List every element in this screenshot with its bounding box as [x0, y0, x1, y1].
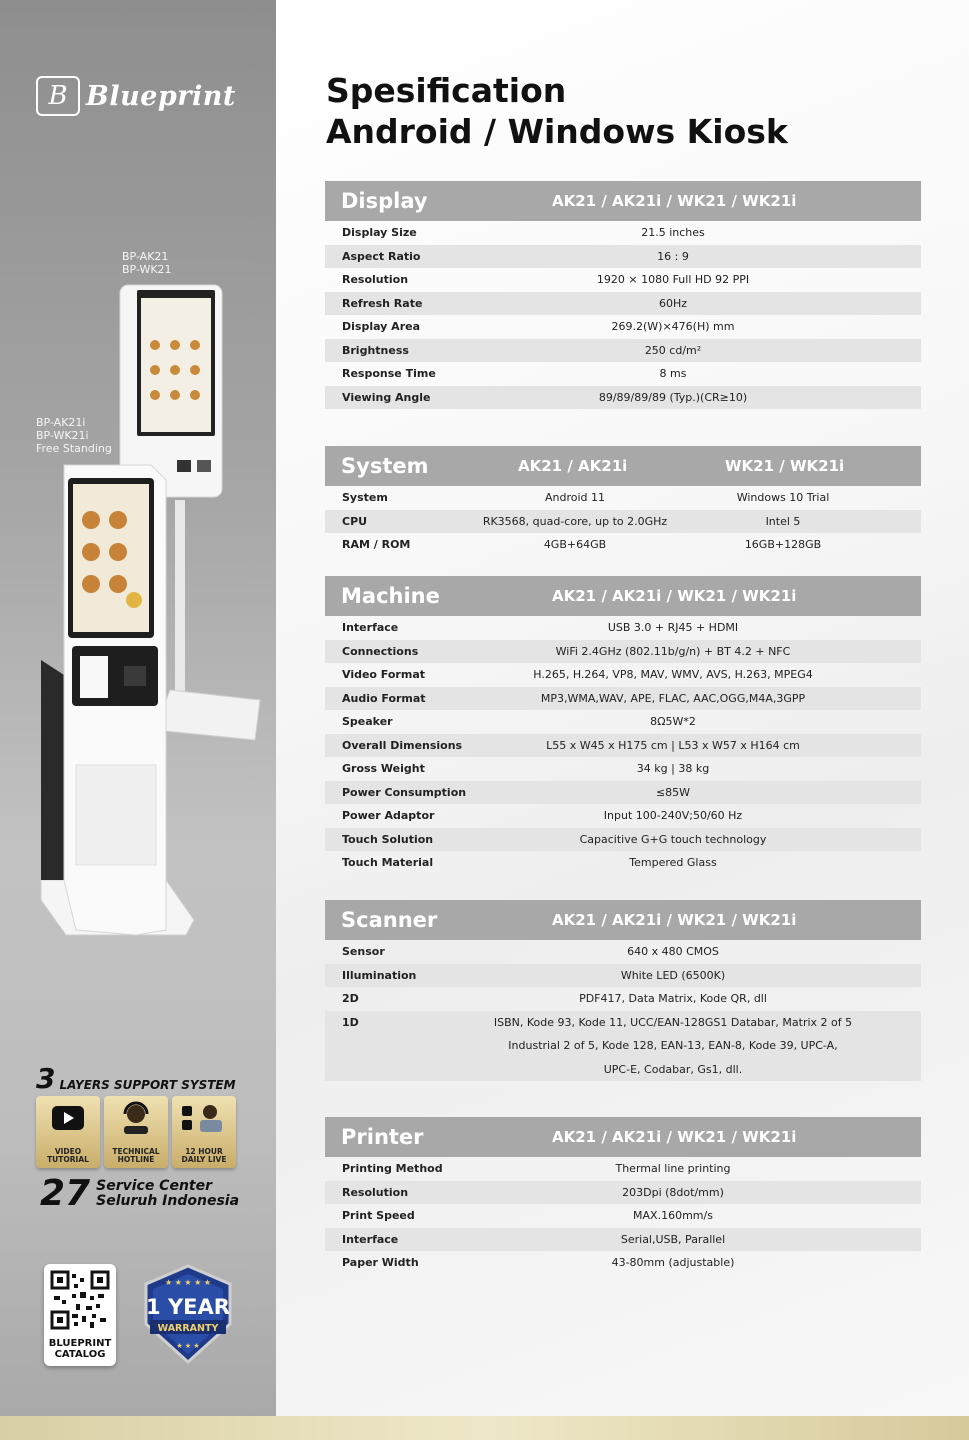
support-card-hotline-label [104, 1148, 168, 1164]
spec-value: 250 cd/m² [644, 343, 702, 357]
spec-row [325, 486, 921, 510]
spec-value-b: 16GB+128GB [744, 538, 822, 552]
spec-row [325, 1228, 921, 1252]
spec-label: Resolution [342, 273, 409, 287]
spec-label: Resolution [342, 1185, 409, 1199]
kiosk-front-label [36, 416, 112, 455]
section-machine [325, 576, 921, 875]
spec-value: Capacitive G+G touch technology [579, 832, 767, 846]
support-card-hotline-line2: HOTLINE [117, 1155, 155, 1164]
spec-row [325, 828, 921, 852]
spec-value-a: Android 11 [544, 491, 606, 505]
model-label-free-standing: Free Standing [36, 442, 112, 455]
section-printer-models: AK21 / AK21i / WK21 / WK21i [552, 1128, 797, 1146]
spec-row [325, 663, 921, 687]
spec-row [325, 964, 921, 988]
section-system [325, 446, 921, 557]
spec-value: WiFi 2.4GHz (802.11b/g/n) + BT 4.2 + NFC [555, 644, 791, 658]
section-machine-rows [325, 616, 921, 875]
spec-label: Brightness [342, 343, 409, 357]
support-card-live-line2: DAILY LIVE [181, 1155, 227, 1164]
live-icon [182, 1100, 226, 1134]
support-card-live-line1: 12 HOUR [185, 1147, 223, 1156]
support-card-video-line1: VIDEO [54, 1147, 82, 1156]
spec-row [325, 710, 921, 734]
bottom-gold-strip [0, 1416, 969, 1440]
spec-row [325, 1058, 921, 1082]
qr-label-line2: CATALOG [54, 1349, 106, 1360]
spec-row [325, 640, 921, 664]
spec-row [325, 245, 921, 269]
spec-row [325, 362, 921, 386]
section-display-rows [325, 221, 921, 409]
spec-row [325, 616, 921, 640]
section-printer-title: Printer [341, 1125, 424, 1149]
spec-row [325, 804, 921, 828]
spec-value: 1920 × 1080 Full HD 92 PPI [596, 273, 750, 287]
model-label-wk21i: BP-WK21i [36, 429, 89, 442]
warranty-line1: 1 YEAR [146, 1295, 230, 1319]
spec-value: 16 : 9 [657, 249, 689, 263]
spec-value: 34 kg | 38 kg [636, 762, 710, 776]
spec-value: 203Dpi (8dot/mm) [622, 1185, 724, 1199]
service-center-line2: Seluruh Indonesia [96, 1193, 240, 1209]
spec-label: Interface [342, 1232, 399, 1246]
qr-label-line1: BLUEPRINT [48, 1338, 112, 1349]
spec-value-a: RK3568, quad-core, up to 2.0GHz [482, 514, 668, 528]
spec-row [325, 339, 921, 363]
spec-value-b: Windows 10 Trial [736, 491, 830, 505]
spec-row [325, 315, 921, 339]
model-label-ak21i: BP-AK21i [36, 416, 86, 429]
service-center [40, 1173, 240, 1214]
spec-value: MP3,WMA,WAV, APE, FLAC, AAC,OGG,M4A,3GPP [540, 691, 806, 705]
spec-value-a: 4GB+64GB [543, 538, 607, 552]
spec-row [325, 781, 921, 805]
section-printer-rows [325, 1157, 921, 1275]
spec-label: Display Size [342, 226, 417, 240]
spec-label: Touch Material [342, 856, 434, 870]
warranty-line2: WARRANTY [157, 1323, 219, 1334]
section-system-header [325, 446, 921, 486]
spec-value: Serial,USB, Parallel [620, 1232, 726, 1246]
spec-value: USB 3.0 + RJ45 + HDMI [607, 621, 739, 635]
support-cards [36, 1096, 240, 1168]
section-printer-header [325, 1117, 921, 1157]
qr-catalog[interactable] [44, 1264, 116, 1366]
spec-value: Tempered Glass [629, 856, 717, 870]
support-card-live-label [172, 1148, 236, 1164]
spec-label: Connections [342, 644, 419, 658]
headset-icon [120, 1100, 152, 1134]
service-center-count: 27 [40, 1173, 91, 1214]
section-display-title: Display [341, 189, 428, 213]
spec-row [325, 1011, 921, 1035]
kiosk-standing-image [36, 460, 196, 950]
spec-value: ≤85W [655, 785, 691, 799]
svg-text:★ ★ ★ ★ ★: ★ ★ ★ ★ ★ [164, 1278, 212, 1287]
section-scanner-models: AK21 / AK21i / WK21 / WK21i [552, 911, 797, 929]
section-scanner [325, 900, 921, 1081]
spec-label: Aspect Ratio [342, 249, 421, 263]
svg-text:★ ★ ★: ★ ★ ★ [176, 1342, 200, 1350]
spec-value: White LED (6500K) [620, 968, 726, 982]
spec-label: Speaker [342, 715, 393, 729]
qr-catalog-label [44, 1338, 116, 1360]
left-panel [0, 0, 276, 1416]
spec-value: H.265, H.264, VP8, MAV, WMV, AVS, H.263, MPEG4 [533, 668, 813, 682]
spec-row [325, 757, 921, 781]
section-display-models: AK21 / AK21i / WK21 / WK21i [552, 192, 797, 210]
spec-row [325, 386, 921, 410]
spec-label: Display Area [342, 320, 420, 334]
service-center-text [96, 1179, 239, 1209]
section-system-model-b: WK21 / WK21i [725, 457, 845, 475]
spec-label: Power Adaptor [342, 809, 435, 823]
spec-value: 43-80mm (adjustable) [611, 1256, 735, 1270]
play-icon [52, 1106, 84, 1130]
section-system-rows [325, 486, 921, 557]
spec-label: Gross Weight [342, 762, 425, 776]
support-card-hotline [104, 1096, 168, 1168]
spec-label: Touch Solution [342, 832, 434, 846]
support-count: 3 [36, 1062, 56, 1095]
support-card-video-label [36, 1148, 100, 1164]
spec-value: L55 x W45 x H175 cm | L53 x W57 x H164 cm [546, 738, 800, 752]
spec-row [325, 687, 921, 711]
spec-value: 8 ms [659, 367, 687, 381]
brand-logo [36, 76, 236, 116]
support-card-live [172, 1096, 236, 1168]
spec-label: CPU [342, 514, 368, 528]
spec-label: Power Consumption [342, 785, 467, 799]
spec-row [325, 1034, 921, 1058]
support-card-video-line2: TUTORIAL [47, 1155, 89, 1164]
spec-row [325, 221, 921, 245]
spec-value: Input 100-240V;50/60 Hz [603, 809, 743, 823]
support-title [36, 1062, 236, 1095]
spec-row [325, 268, 921, 292]
spec-value: 21.5 inches [641, 226, 705, 240]
spec-label: System [342, 491, 388, 505]
spec-value: Thermal line printing [615, 1162, 731, 1176]
spec-row [325, 533, 921, 557]
model-label-ak21: BP-AK21 [122, 250, 169, 263]
spec-value: 89/89/89/89 (Typ.)(CR≥10) [598, 390, 748, 404]
page-title [326, 70, 788, 152]
spec-value: PDF417, Data Matrix, Kode QR, dll [579, 992, 767, 1006]
brand-name: Blueprint [86, 80, 236, 112]
spec-value: UPC-E, Codabar, Gs1, dll. [603, 1062, 743, 1076]
spec-row [325, 1251, 921, 1275]
spec-row [325, 940, 921, 964]
spec-label: Interface [342, 621, 399, 635]
spec-value: 269.2(W)×476(H) mm [611, 320, 735, 334]
model-label-wk21: BP-WK21 [122, 263, 172, 276]
spec-label: RAM / ROM [342, 538, 411, 552]
spec-label: Illumination [342, 968, 417, 982]
section-scanner-header [325, 900, 921, 940]
support-title-text: LAYERS SUPPORT SYSTEM [59, 1078, 236, 1092]
warranty-shield-icon [138, 1264, 238, 1364]
spec-row [325, 1181, 921, 1205]
spec-value: 60Hz [658, 296, 688, 310]
spec-label: Paper Width [342, 1256, 419, 1270]
spec-label: Response Time [342, 367, 436, 381]
page-title-line2: Android / Windows Kiosk [326, 112, 788, 151]
spec-label: Viewing Angle [342, 390, 431, 404]
spec-row [325, 851, 921, 875]
spec-row [325, 1204, 921, 1228]
page-title-line1: Spesification [326, 71, 567, 110]
spec-value: 8Ω5W*2 [650, 715, 696, 729]
spec-label: Overall Dimensions [342, 738, 463, 752]
spec-value-b: Intel 5 [765, 514, 801, 528]
spec-label: Print Speed [342, 1209, 415, 1223]
spec-label: 2D [342, 992, 359, 1006]
spec-label: Printing Method [342, 1162, 443, 1176]
spec-label: Refresh Rate [342, 296, 423, 310]
spec-value: MAX.160mm/s [633, 1209, 713, 1223]
section-machine-title: Machine [341, 584, 440, 608]
section-machine-models: AK21 / AK21i / WK21 / WK21i [552, 587, 797, 605]
section-printer [325, 1117, 921, 1275]
section-system-model-a: AK21 / AK21i [518, 457, 628, 475]
spec-label: Sensor [342, 945, 385, 959]
spec-value: 640 x 480 CMOS [627, 945, 719, 959]
kiosk-top-label [122, 250, 172, 276]
support-card-hotline-line1: TECHNICAL [112, 1147, 160, 1156]
spec-label: Audio Format [342, 691, 426, 705]
section-display [325, 181, 921, 409]
spec-value: ISBN, Kode 93, Kode 11, UCC/EAN-128GS1 Databar, Matrix 2 of 5 [493, 1015, 853, 1029]
spec-row [325, 734, 921, 758]
spec-row [325, 292, 921, 316]
spec-row [325, 987, 921, 1011]
spec-label: 1D [342, 1015, 359, 1029]
brand-badge-icon: B [36, 76, 80, 116]
spec-label: Video Format [342, 668, 426, 682]
section-scanner-title: Scanner [341, 908, 438, 932]
section-machine-header [325, 576, 921, 616]
qr-code-icon [50, 1270, 110, 1330]
spec-row [325, 1157, 921, 1181]
section-display-header [325, 181, 921, 221]
service-center-line1: Service Center [96, 1178, 213, 1194]
spec-value: Industrial 2 of 5, Kode 128, EAN-13, EAN-8, Kode 39, UPC-A, [508, 1039, 838, 1053]
spec-row [325, 510, 921, 534]
support-card-video [36, 1096, 100, 1168]
section-scanner-rows [325, 940, 921, 1081]
section-system-title: System [341, 454, 429, 478]
